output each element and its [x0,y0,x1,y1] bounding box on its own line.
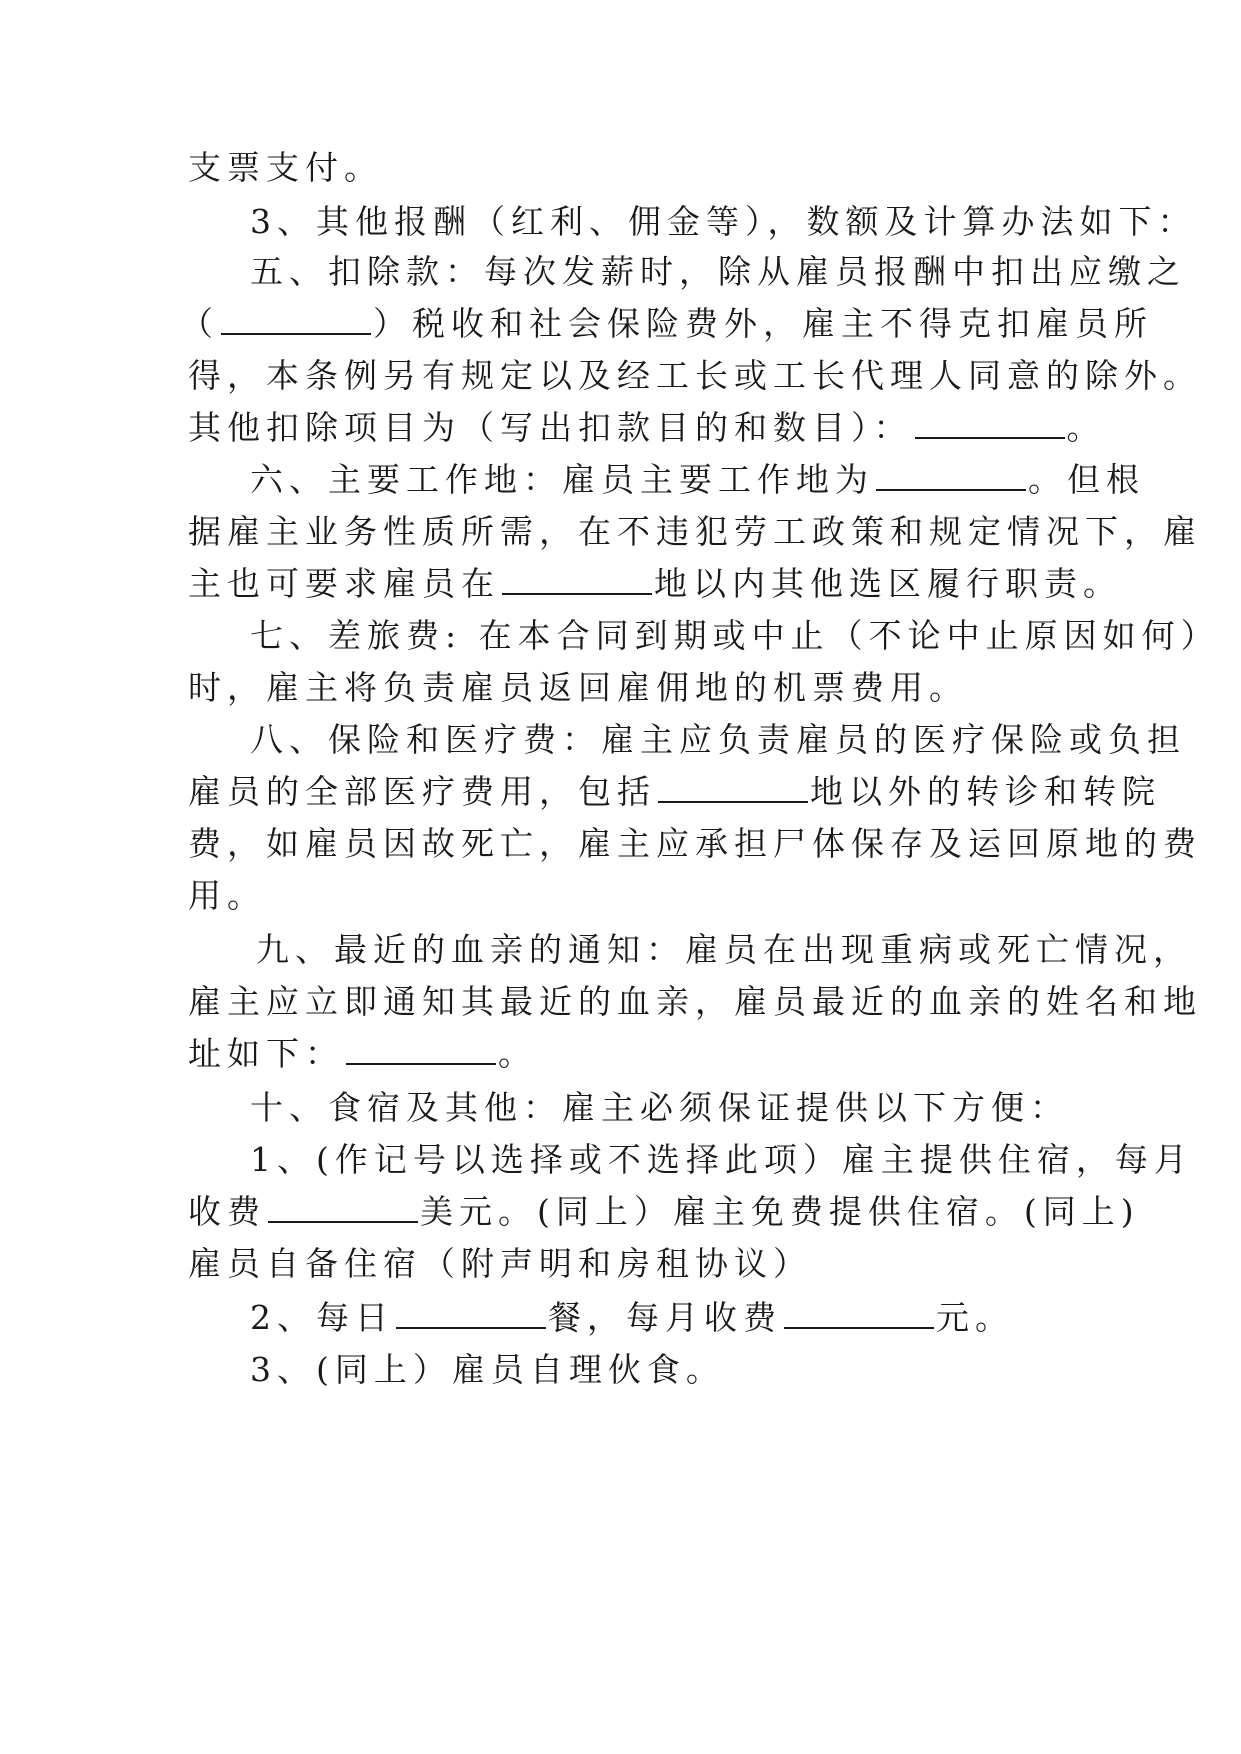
text-line: 据雇主业务性质所需，在不违犯劳工政策和规定情况下，雇 [188,512,1202,551]
text-fragment: （ [180,304,219,343]
text-fragment: 。但根 [1028,460,1145,499]
text-line [250,1298,1090,1338]
text-line: 五、扣除款：每次发薪时，除从雇员报酬中扣出应缴之 [250,252,1186,291]
text-line: 得，本条例另有规定以及经工长或工长代理人同意的除外。 [188,356,1202,395]
text-fragment: 地以内其他选区履行职责。 [654,564,1122,603]
blank-field [346,1035,496,1065]
text-fragment: 其他扣除项目为（写出扣款目的和数目）： [188,408,913,447]
text-line [188,772,1161,812]
text-fragment: 。 [1066,408,1106,447]
blank-field [658,773,808,803]
text-fragment: 美元。(同上）雇主免费提供住宿。(同上) [420,1192,1140,1231]
text-line: 雇主应立即通知其最近的血亲，雇员最近的血亲的姓名和地 [188,982,1202,1021]
blank-field [396,1299,546,1329]
text-fragment: 地以外的转诊和转院 [810,772,1161,811]
text-fragment: 。 [498,1034,537,1073]
text-fragment: 址如下： [188,1034,344,1073]
text-fragment: 收费 [188,1192,266,1231]
text-line [188,1192,1140,1232]
text-line: 十、食宿及其他：雇主必须保证提供以下方便： [250,1088,1069,1127]
text-line: 3、(同上）雇员自理伙食。 [250,1350,725,1389]
blank-field [502,565,652,595]
text-line: 八、保险和医疗费：雇主应负责雇员的医疗保险或负担 [250,720,1186,759]
text-fragment: ）税收和社会保险费外，雇主不得克扣雇员所 [373,304,1153,343]
text-line: 支票支付。 [188,148,383,187]
text-fragment: 餐，每月收费 [548,1298,782,1337]
text-fragment: 六、主要工作地：雇员主要工作地为 [250,460,874,499]
text-line: 1、(作记号以选择或不选择此项）雇主提供住宿，每月 [250,1140,1193,1179]
text-line: 七、差旅费: 在本合同到期或中止（不论中止原因如何） [250,616,1220,655]
text-line [250,460,1145,500]
blank-field [221,305,371,335]
text-fragment: 2、每日 [250,1298,394,1337]
text-line: 时，雇主将负责雇员返回雇佣地的机票费用。 [188,668,968,707]
text-line: 九、最近的血亲的通知：雇员在出现重病或死亡情况， [256,930,1192,969]
text-fragment: 元。 [936,1298,1014,1337]
text-fragment: 主也可要求雇员在 [188,564,500,603]
blank-field [268,1193,418,1223]
text-line: 用。 [188,876,266,915]
text-line [188,1034,1088,1074]
text-fragment: 雇员的全部医疗费用，包括 [188,772,656,811]
text-line: 3、其他报酬（红利、佣金等），数额及计算办法如下： [250,202,1197,241]
text-line [180,304,1153,344]
blank-field [784,1299,934,1329]
text-line [188,408,1106,448]
blank-field [876,461,1026,491]
text-line: 费，如雇员因故死亡，雇主应承担尸体保存及运回原地的费 [188,824,1202,863]
text-line [188,564,1122,604]
text-line: 雇员自备住宿（附声明和房租协议） [188,1244,812,1283]
blank-field [915,409,1065,439]
